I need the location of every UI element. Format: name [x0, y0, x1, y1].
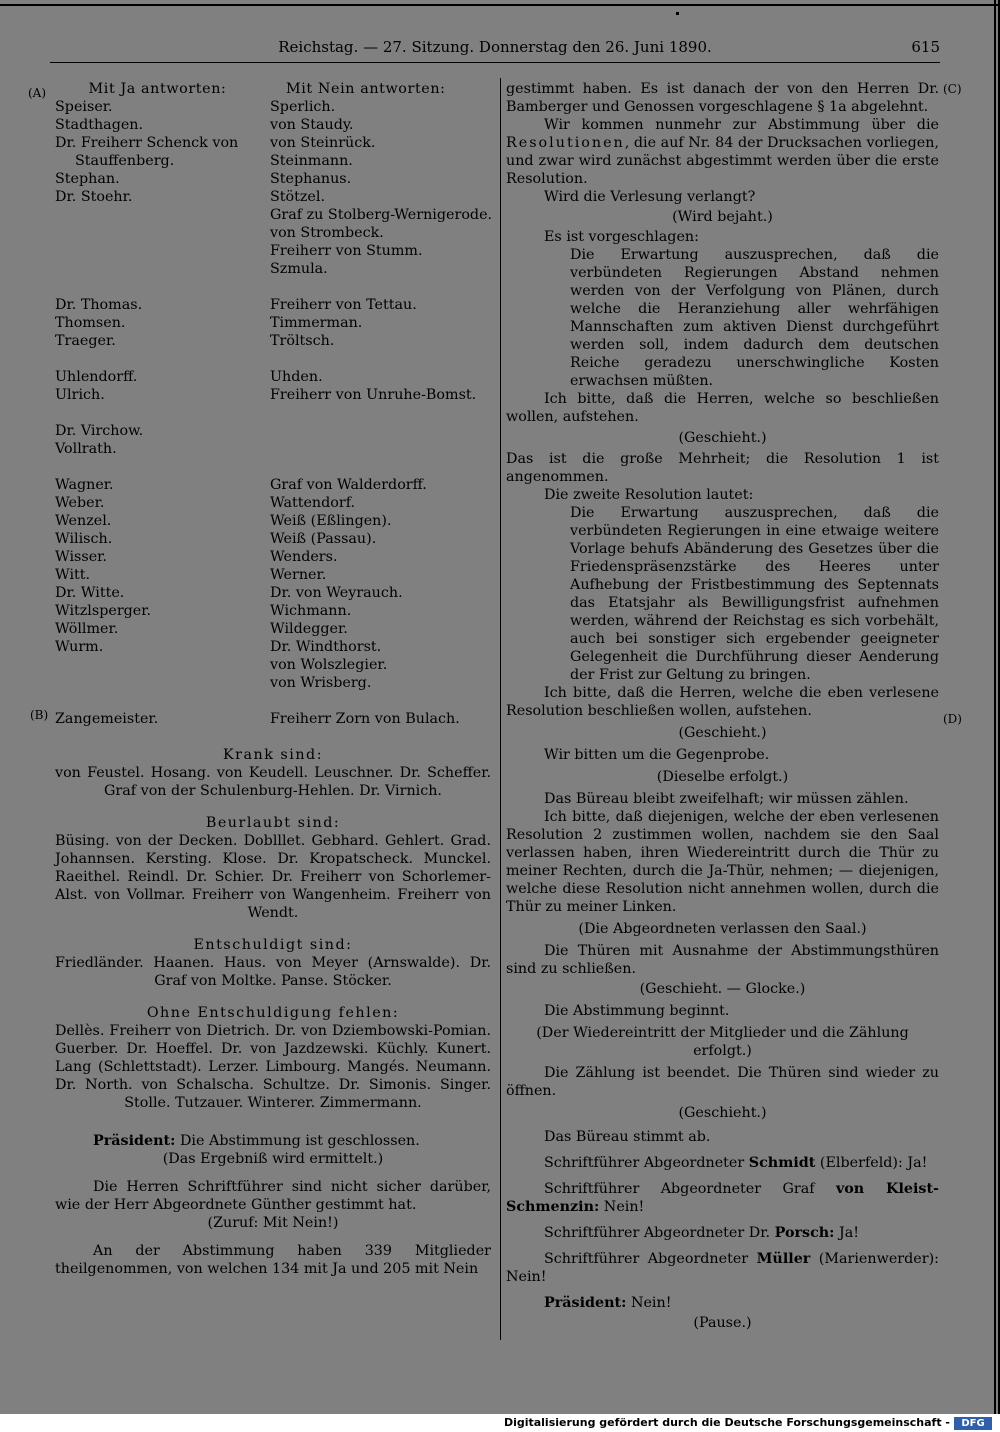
- nein-name: Stötzel.: [270, 189, 326, 205]
- ja-name: Traeger.: [55, 333, 116, 349]
- page-number: 615: [911, 38, 940, 56]
- nein-name: Timmerman.: [270, 315, 363, 331]
- vote-group: [55, 296, 491, 350]
- vote-group: [55, 710, 491, 728]
- nein-name: Steinmann.: [270, 153, 353, 169]
- nein-name: von Strombeck.: [270, 225, 384, 241]
- ja-name: Uhlendorff.: [55, 369, 138, 385]
- ja-name: Dr. Thomas.: [55, 297, 143, 313]
- text: Schriftführer Abgeordneter: [544, 1155, 749, 1171]
- text: (Marienwerder): Nein!: [506, 1251, 939, 1285]
- nein-names: [270, 296, 491, 350]
- text: Schriftführer Abgeordneter: [544, 1251, 757, 1267]
- nein-heading: Mit Nein antworten:: [286, 81, 446, 97]
- ja-name: Stadthagen.: [55, 117, 144, 133]
- absent-heading: Krank sind:: [222, 747, 324, 763]
- vote-group: [55, 422, 491, 458]
- ja-name: Weber.: [55, 495, 105, 511]
- nein-name: von Staudy.: [270, 117, 354, 133]
- stage-direction: (Geschieht.): [678, 430, 767, 446]
- paragraph: Wir bitten um die Gegenprobe.: [544, 747, 770, 763]
- paragraph: Die zweite Resolution lautet:: [544, 487, 754, 503]
- text: Nein!: [626, 1295, 672, 1311]
- president-statement: [55, 1132, 491, 1150]
- speaker-name: Schmidt: [748, 1155, 816, 1171]
- president-statement: [506, 1294, 939, 1312]
- vote-list: [55, 98, 491, 728]
- ja-name: Wilisch.: [55, 531, 113, 547]
- nein-name: Sperlich.: [270, 99, 336, 115]
- left-tail: [55, 1132, 491, 1278]
- stage-direction: (Wird bejaht.): [672, 209, 773, 225]
- statement-text: Die Abstimmung ist geschlossen.: [175, 1133, 420, 1149]
- nein-names: [270, 422, 491, 458]
- absent-names: Dellès. Freiherr von Dietrich. Dr. von Dziembowski-Pomian. Guerber. Dr. Hoeffel. Dr. von Jazdzewski. Küchly. Kunert. Lang (Schlettstadt). Lerzer. Limbourg. Mangés. Neumann. Dr. North. von Schalscha. Schultze. Dr. Simonis. Singer. Stolle. Tutzauer. Winterer. Zimmermann.: [55, 1023, 491, 1111]
- paragraph: gestimmt haben. Es ist danach der von den Herren Dr. Bamberger und Genossen vorgeschlagene § 1a abgelehnt.: [506, 81, 939, 115]
- scan-border-right: [994, 0, 996, 1415]
- text: Schriftführer Abgeordneter Dr.: [544, 1225, 775, 1241]
- nein-name: Werner.: [270, 567, 327, 583]
- nein-name: Wichmann.: [270, 603, 352, 619]
- nein-name: Tröltsch.: [270, 333, 335, 349]
- speaker-president: Präsident:: [93, 1133, 176, 1149]
- nein-names: [270, 710, 491, 728]
- nein-name: Weiß (Passau).: [270, 531, 377, 547]
- nein-name: Freiherr von Tettau.: [270, 297, 417, 313]
- ja-name: Witzlsperger.: [55, 603, 152, 619]
- ja-name: Thomsen.: [55, 315, 126, 331]
- scan-border-top: [0, 4, 1000, 6]
- vote-group: [55, 368, 491, 404]
- speaker-name: Porsch:: [774, 1225, 835, 1241]
- resolution-text: Die Erwartung auszusprechen, daß die verbündeten Regierungen Abstand nehmen werden von der Verfolgung von Plänen, durch welche die Heranziehung aller wehrfähigen Mannschaften zum aktiven Dienst durchgeführt werden soll, indem dadurch dem deutschen Reiche geradezu unerschwingliche Kosten erwachsen müßten.: [570, 247, 939, 389]
- right-column: [506, 80, 939, 1332]
- speaker-president: Präsident:: [544, 1295, 627, 1311]
- stage-direction: (Geschieht.): [678, 725, 767, 741]
- nein-name: Wattendorf.: [270, 495, 356, 511]
- ja-name: Wöllmer.: [55, 621, 119, 637]
- nein-name: Graf zu Stolberg-Wernigerode.: [270, 207, 493, 223]
- nein-name: Weiß (Eßlingen).: [270, 513, 392, 529]
- secretary-vote: [506, 1250, 939, 1286]
- secretary-vote: [506, 1180, 939, 1216]
- ja-name: Dr. Virchow.: [55, 423, 144, 439]
- stage-direction: (Zuruf: Mit Nein!): [207, 1215, 339, 1231]
- stage-direction: (Der Wiedereintritt der Mitglieder und die Zählung erfolgt.): [536, 1025, 909, 1059]
- nein-name: Dr. Windthorst.: [270, 639, 382, 655]
- vote-headings: [55, 80, 491, 98]
- group-gap: [55, 278, 491, 296]
- secretary-vote: [506, 1154, 939, 1172]
- nein-name: Freiherr von Unruhe-Bomst.: [270, 387, 477, 403]
- nein-name: Wildegger.: [270, 621, 348, 637]
- ja-name: Wenzel.: [55, 513, 112, 529]
- nein-name: von Wrisberg.: [270, 675, 372, 691]
- absent-heading: Entschuldigt sind:: [193, 937, 353, 953]
- group-gap: [55, 404, 491, 422]
- text: , die auf Nr. 84 der Drucksachen vorliegen, und zwar wird zunächst abgestimmt werden über die erste Resolution.: [506, 135, 939, 187]
- paragraph: Die Herren Schriftführer sind nicht sicher darüber, wie der Herr Abgeordnete Günther gestimmt hat.: [55, 1179, 491, 1213]
- speaker-name: von Kleist-Schmenzin:: [506, 1181, 939, 1215]
- stage-direction: (Das Ergebniß wird ermittelt.): [162, 1151, 384, 1167]
- page-header: [50, 36, 940, 63]
- resolution-text: Die Erwartung auszusprechen, daß die verbündeten Regierungen in eine etwaige weitere Vorlage behufs Abänderung des Gesetzes über die Friedenspräsenzstärke des Heeres unter Aufhebung der Fristbestimmung des Septennats das Etatsjahr als Bewilligungsfrist aufnehmen werden, während der Reichstag es sich vorbehält, auch bei sonstiger sich ergebender geeigneter Gelegenheit die Durchführung dieser Aenderung der Frist zur Geltung zu bringen.: [570, 505, 939, 683]
- margin-mark-d: (D): [943, 712, 962, 726]
- nein-name: Wenders.: [270, 549, 338, 565]
- text: Nein!: [599, 1199, 645, 1215]
- ja-name: Dr. Freiherr Schenck von: [55, 135, 239, 151]
- nein-name: Uhden.: [270, 369, 323, 385]
- column-rule: [500, 78, 501, 1340]
- nein-name: Freiherr von Stumm.: [270, 243, 423, 259]
- ja-name: Wisser.: [55, 549, 107, 565]
- text: (Elberfeld): Ja!: [815, 1155, 928, 1171]
- nein-name: Szmula.: [270, 261, 328, 277]
- dfg-logo: DFG: [954, 1417, 992, 1430]
- paragraph: Ich bitte, daß die Herren, welche so beschließen wollen, aufstehen.: [506, 391, 939, 425]
- paragraph: An der Abstimmung haben 339 Mitglieder theilgenommen, von welchen 134 mit Ja und 205 mit Nein: [55, 1243, 491, 1277]
- running-title: Reichstag. — 27. Sitzung. Donnerstag den 26. Juni 1890.: [278, 38, 712, 56]
- vote-group: [55, 476, 491, 692]
- ja-name: Wagner.: [55, 477, 114, 493]
- paragraph: Das Büreau stimmt ab.: [544, 1129, 711, 1145]
- ja-name: Vollrath.: [55, 441, 117, 457]
- paragraph: Die Zählung ist beendet. Die Thüren sind wieder zu öffnen.: [506, 1065, 939, 1099]
- paragraph: Ich bitte, daß diejenigen, welche der eben verlesenen Resolution 2 zustimmen wollen, nachdem sie den Saal verlassen haben, ihren Wiedereintritt durch die Thür zu meiner Rechten, durch die Ja-Thür, nehmen; — diejenigen, welche diese Resolution nicht annehmen wollen, durch die Thür zu meiner Linken.: [506, 809, 939, 915]
- absent-lists: [55, 746, 491, 1112]
- margin-mark-a: (A): [28, 86, 47, 100]
- ja-names: [55, 422, 270, 458]
- ja-name: Stauffenberg.: [75, 153, 175, 169]
- ja-name: Witt.: [55, 567, 91, 583]
- absent-names: Büsing. von der Decken. Doblllet. Gebhard. Gehlert. Grad. Johannsen. Kersting. Klose. Dr. Kropatscheck. Munckel. Raeithel. Reindl. Dr. Schier. Dr. Freiherr von Schorlemer-Alst. von Vollmar. Freiherr von Wangenheim. Freiherr von Wendt.: [55, 833, 491, 921]
- margin-mark-b: (B): [30, 708, 49, 722]
- stage-direction: (Dieselbe erfolgt.): [656, 769, 789, 785]
- margin-mark-c: (C): [943, 82, 962, 96]
- paragraph: Das Büreau bleibt zweifelhaft; wir müssen zählen.: [544, 791, 909, 807]
- group-gap: [55, 350, 491, 368]
- nein-name: Freiherr Zorn von Bulach.: [270, 711, 460, 727]
- nein-names: [270, 476, 491, 692]
- absent-names: Friedländer. Haanen. Haus. von Meyer (Arnswalde). Dr. Graf von Moltke. Panse. Stöcker.: [55, 955, 491, 989]
- nein-names: [270, 368, 491, 404]
- stage-direction: (Geschieht. — Glocke.): [639, 981, 806, 997]
- left-column: [55, 80, 491, 1278]
- footer-credit: Digitalisierung gefördert durch die Deutsche Forschungsgemeinschaft -: [503, 1416, 950, 1429]
- absent-heading: Beurlaubt sind:: [205, 815, 341, 831]
- paragraph: [506, 116, 939, 188]
- paragraph: Ich bitte, daß die Herren, welche die eben verlesene Resolution beschließen wollen, aufstehen.: [506, 685, 939, 719]
- ja-names: [55, 710, 270, 728]
- emphasis: Resolutionen: [506, 135, 625, 151]
- ja-names: [55, 296, 270, 350]
- group-gap: [55, 692, 491, 710]
- ja-names: [55, 476, 270, 692]
- paragraph: Wird die Verlesung verlangt?: [544, 189, 756, 205]
- ja-heading: Mit Ja antworten:: [88, 81, 227, 97]
- ja-name: Zangemeister.: [55, 711, 159, 727]
- nein-name: von Steinrück.: [270, 135, 376, 151]
- nein-name: Stephanus.: [270, 171, 352, 187]
- nein-names: [270, 98, 491, 278]
- paragraph: Die Abstimmung beginnt.: [544, 1003, 730, 1019]
- paragraph: Das ist die große Mehrheit; die Resolution 1 ist angenommen.: [506, 451, 939, 485]
- absent-names: von Feustel. Hosang. von Keudell. Leuschner. Dr. Scheffer. Graf von der Schulenburg-Hehlen. Dr. Virnich.: [55, 765, 491, 799]
- text: Wir kommen nunmehr zur Abstimmung über die: [544, 117, 939, 133]
- nein-name: Dr. von Weyrauch.: [270, 585, 403, 601]
- scan-speck: [676, 12, 679, 15]
- stage-direction: (Pause.): [693, 1315, 752, 1331]
- ja-name: Wurm.: [55, 639, 104, 655]
- text: Ja!: [834, 1225, 860, 1241]
- ja-names: [55, 98, 270, 278]
- ja-name: Dr. Witte.: [55, 585, 125, 601]
- secretary-vote: [506, 1224, 939, 1242]
- ja-name: Ulrich.: [55, 387, 105, 403]
- ja-name: Dr. Stoehr.: [55, 189, 133, 205]
- text: Schriftführer Abgeordneter Graf: [544, 1181, 836, 1197]
- speaker-name: Müller: [756, 1251, 811, 1267]
- ja-names: [55, 368, 270, 404]
- nein-name: von Wolszlegier.: [270, 657, 388, 673]
- ja-name: Speiser.: [55, 99, 113, 115]
- footer-bar: [0, 1414, 1000, 1432]
- paragraph: Es ist vorgeschlagen:: [544, 229, 699, 245]
- vote-group: [55, 98, 491, 278]
- stage-direction: (Die Abgeordneten verlassen den Saal.): [578, 921, 867, 937]
- nein-name: Graf von Walderdorff.: [270, 477, 427, 493]
- group-gap: [55, 458, 491, 476]
- paragraph: Die Thüren mit Ausnahme der Abstimmungsthüren sind zu schließen.: [506, 943, 939, 977]
- stage-direction: (Geschieht.): [678, 1105, 767, 1121]
- absent-heading: Ohne Entschuldigung fehlen:: [146, 1005, 400, 1021]
- ja-name: Stephan.: [55, 171, 120, 187]
